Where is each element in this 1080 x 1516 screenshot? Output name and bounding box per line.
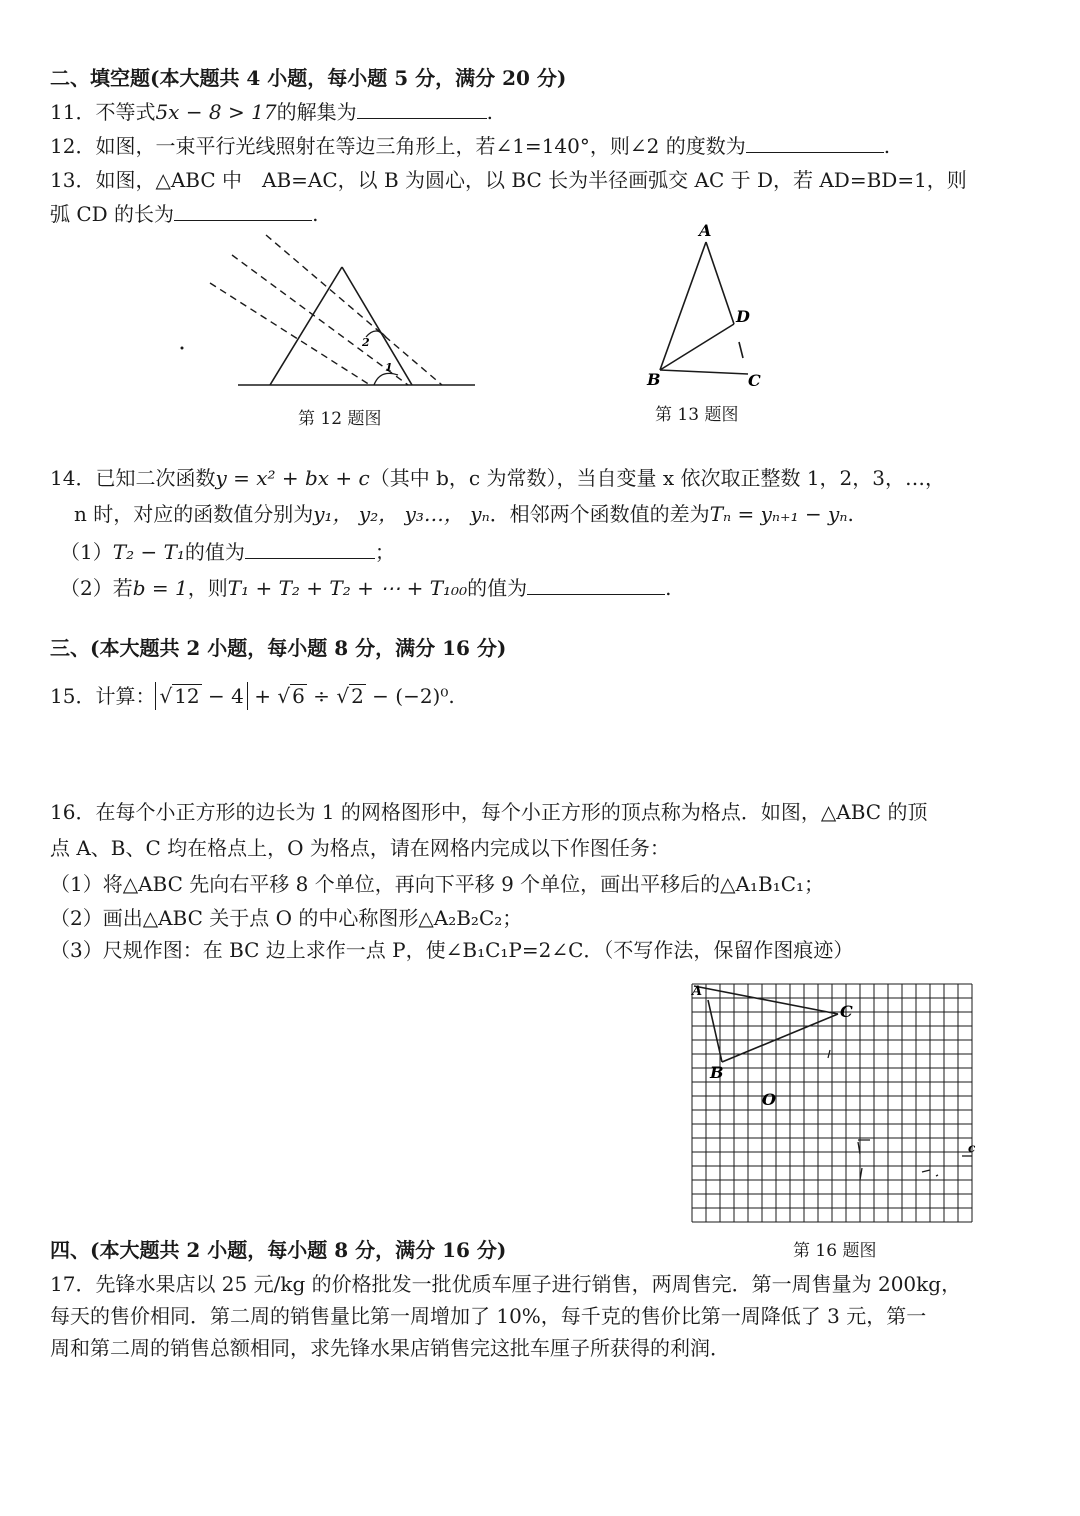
q11-end: . [486,100,493,124]
q14-line2-end: . [847,502,854,526]
fig13-side-BC [660,370,748,374]
figure-13 [640,220,770,395]
question-17-line-2: 每天的售价相同．第二周的销售量比第一周增加了 10%，每千克的售价比第一周降低了 3 元，第一 [50,1304,927,1328]
q13-end: . [312,202,319,226]
figure-12-caption: 第 12 题图 [298,409,382,429]
q15-plus: + [247,684,278,708]
question-17-line-3: 周和第二周的销售总额相同，求先锋水果店销售完这批车厘子所获得的利润． [50,1336,730,1360]
q15-absolute-value: √ 12 − 4 [155,682,247,710]
question-17-line-1: 17．先锋水果店以 25 元/kg 的价格批发一批优质车厘子进行销售，两周售完．第一周售量为 200kg， [50,1272,962,1296]
fig12-angle-1-arc [374,373,398,385]
fig13-label-B: B [647,370,661,389]
q15-tail: − (−2)⁰ [365,684,449,708]
question-14-part-2 [60,574,671,602]
figure-16-caption: 第 16 题图 [793,1241,877,1261]
q14-part2-answer-blank[interactable] [527,574,665,595]
fig16-side-BC [722,1014,838,1062]
q11-answer-blank[interactable] [357,98,487,119]
q11-text: 11．不等式 [50,100,156,124]
q11-inequality: 5x − 8 > 17 [155,100,277,124]
q12-text: 12．如图，一束平行光线照射在等边三角形上，若∠1=140°，则∠2 的度数为 [50,134,746,158]
question-15: 15．计算： √ 12 − 4 + √ 6 ÷ √ 2 − (−2)⁰. [50,684,455,708]
q13-text: 弧 CD 的长为 [50,202,175,226]
q11-text-after: 的解集为 [276,100,357,124]
figure-13-caption: 第 13 题图 [655,405,739,425]
question-12 [50,132,890,160]
question-13-line-1: 13．如图，△ABC 中 AB=AC，以 B 为圆心，以 BC 长为半径画弧交 AC 于 D，若 AD=BD=1，则 [50,168,967,192]
fig16-label-C: C [840,1002,853,1021]
figure-16 [690,982,990,1227]
q14-part1-answer-blank[interactable] [245,538,375,559]
fig13-segment-BD [660,324,734,370]
question-16-line-2: 点 A、B、C 均在格点上，O 为格点，请在网格内完成以下作图任务： [50,836,670,860]
fig13-side-AD [706,242,734,324]
q14-difference-formula: Tₙ = yₙ₊₁ − yₙ [709,502,848,526]
fig13-side-AB [660,242,706,370]
q14-part1-label: （1） [60,540,113,564]
fig16-grid [692,984,972,1222]
q15-sqrt-2: 2 [351,684,364,708]
q14-part2-text-2: 的值为 [467,576,528,600]
fig16-label-O: O [762,1090,776,1109]
q12-end: . [883,134,891,158]
q14-intro: 14．已知二次函数 [50,466,216,490]
q14-part1-end: ； [374,540,395,564]
figure-12 [170,225,490,395]
q15-minus-4: − 4 [201,684,244,708]
q14-part2-sum: T₁ + T₂ + T₂ + ⋯ + T₁₀₀ [227,576,468,600]
q14-part1-expr: T₂ − T₁ [112,540,185,564]
fig12-stray-dot [181,347,184,350]
fig12-light-ray-2 [232,255,408,385]
q12-answer-blank[interactable] [746,132,884,153]
q14-part2-end: . [665,576,672,600]
fig16-label-A: A [692,984,703,999]
fig13-label-A: A [699,221,712,240]
fig12-light-ray-3 [266,235,442,385]
question-16-part-2: （2）画出△ABC 关于点 O 的中心称图形△A₂B₂C₂； [50,906,523,930]
question-16-part-3: （3）尺规作图：在 BC 边上求作一点 P，使∠B₁C₁P=2∠C．（不写作法，保留作图痕迹） [50,938,854,962]
question-14-line-2 [74,500,854,528]
question-13-line-2 [50,200,318,228]
q14-part2-condition: b = 1 [132,576,188,600]
section-4-header: 四、(本大题共 2 小题，每小题 8 分，满分 16 分) [50,1238,507,1262]
fig16-side-AC [694,986,838,1014]
fig13-arc-hint [739,342,743,358]
fig12-triangle-right-side [342,267,412,385]
question-16-part-1: （1）将△ABC 先向右平移 8 个单位，再向下平移 9 个单位，画出平移后的△A₁B₁C₁； [50,872,825,896]
fig12-label-1: 1 [385,361,393,374]
question-14-line-1 [50,464,945,492]
q14-part2-text: ，则 [187,576,228,600]
question-14-part-1 [60,538,395,566]
fig13-label-C: C [748,371,761,390]
q14-part2-label: （2）若 [60,576,133,600]
section-3-header: 三、(本大题共 2 小题，每小题 8 分，满分 16 分) [50,636,507,660]
question-11 [50,98,493,126]
q14-difference-intro: ．相邻两个函数值的差为 [489,502,710,526]
q14-values: y₁， y₂， y₃…， yₙ [313,502,490,526]
q15-sqrt-12: 12 [174,684,200,708]
fig13-label-D: D [736,307,750,326]
q14-function: y = x² + bx + c [215,466,370,490]
q15-end: . [448,684,455,708]
q15-divide: ÷ [306,684,337,708]
fig16-label-B: B [710,1063,724,1082]
q13-answer-blank[interactable] [174,200,312,221]
fig16-mark-label: c [968,1141,976,1155]
q15-label: 15．计算： [50,684,156,708]
q15-sqrt-6: 6 [292,684,305,708]
q14-part1-text: 的值为 [184,540,245,564]
q14-values-intro: n 时，对应的函数值分别为 [74,502,314,526]
q14-condition: （其中 b，c 为常数），当自变量 x 依次取正整数 1，2，3，…， [369,466,945,490]
fig12-triangle-left-side [270,267,342,385]
section-2-header: 二、填空题(本大题共 4 小题，每小题 5 分，满分 20 分) [50,66,567,90]
fig12-label-2: 2 [362,336,370,349]
question-16-line-1: 16．在每个小正方形的边长为 1 的网格图形中，每个小正方形的顶点称为格点．如图，△ABC 的顶 [50,800,928,824]
